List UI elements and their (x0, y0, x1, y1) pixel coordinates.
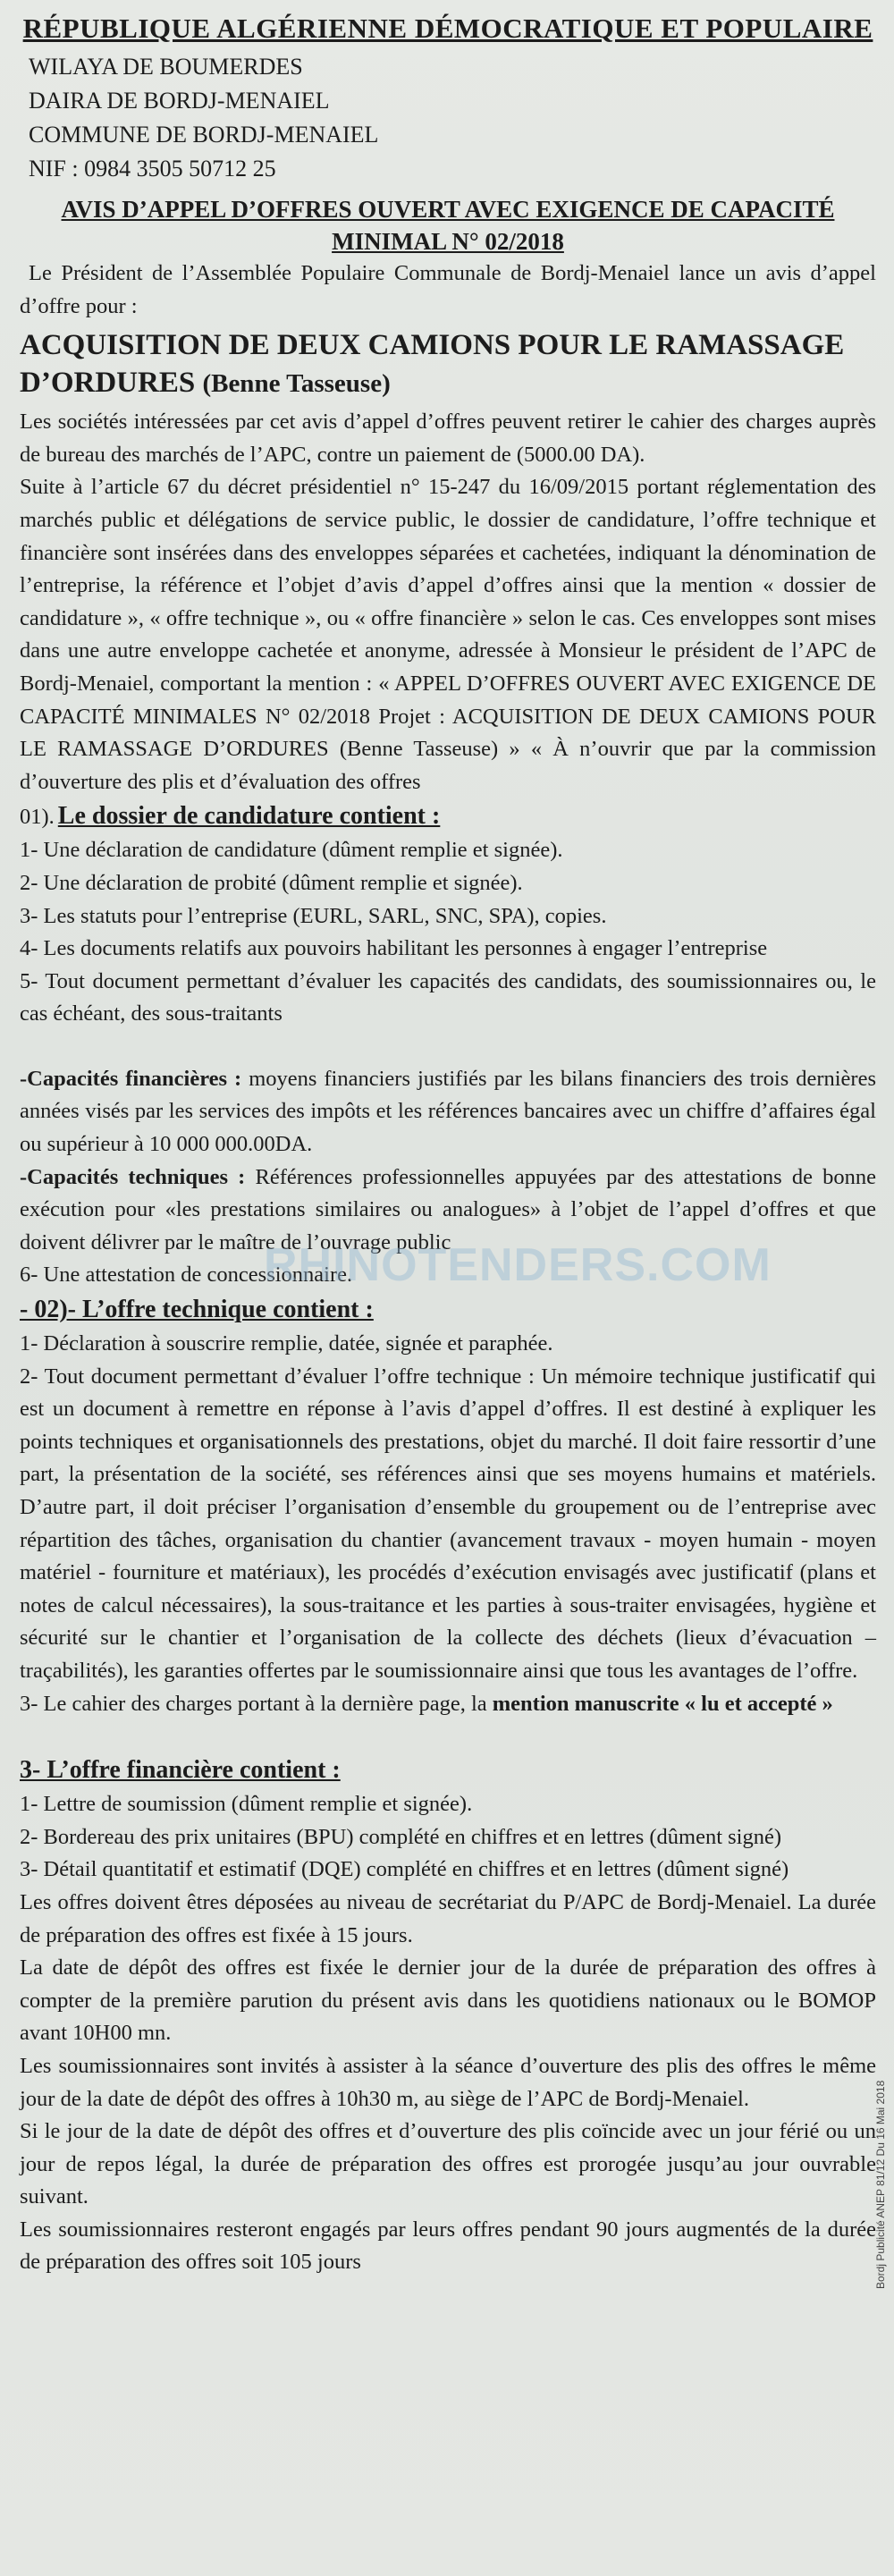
section2-title: - 02)- L’offre technique contient : (20, 1296, 374, 1324)
closing-paragraph-4: Si le jour de la date de dépôt des offres et d’ouverture des plis coïncide avec un jour férié ou un jour de repos légal, la durée de préparation des offres est prorogée jusqu’au jour ouvrable suivant. (20, 2119, 876, 2209)
section2-heading (20, 1292, 876, 1328)
republic-heading: RÉPUBLIQUE ALGÉRIENNE DÉMOCRATIQUE ET POPULAIRE (22, 13, 873, 44)
avis-title-line2: MINIMAL N° 02/2018 (332, 228, 564, 255)
section2-item-3-text: 3- Le cahier des charges portant à la dernière page, la (20, 1691, 493, 1716)
section3-item-2: 2- Bordereau des prix unitaires (BPU) complété en chiffres et en lettres (dûment signé) (20, 1824, 782, 1849)
nif-line: NIF : 0984 3505 50712 25 (29, 156, 276, 182)
acquisition-subtitle: (Benne Tasseuse) (202, 369, 391, 399)
section2-item-3 (20, 1688, 876, 1721)
section1-heading (20, 798, 876, 834)
intro-paragraph: Le Président de l’Assemblée Populaire Communale de Bordj-Menaiel lance un avis d’appel d’offre pour : (20, 261, 876, 318)
section3-title: 3- L’offre financière contient : (20, 1756, 341, 1785)
section1-item-3: 3- Les statuts pour l’entreprise (EURL, SARL, SNC, SPA), copies. (20, 903, 607, 928)
capacites-financieres (20, 1063, 876, 1161)
section1-item-4: 4- Les documents relatifs aux pouvoirs habilitant les personnes à engager l’entreprise (20, 936, 768, 961)
avis-title (20, 193, 876, 258)
section1-item-1: 1- Une déclaration de candidature (dûment remplie et signée). (20, 838, 563, 863)
closing-paragraph-2: La date de dépôt des offres est fixée le dernier jour de la durée de préparation des offres à compter de la première parution du présent avis dans les quotidiens nationaux ou le BOMOP avant 10H00 mn. (20, 1955, 876, 2046)
closing-paragraph-5: Les soumissionnaires resteront engagés par leurs offres pendant 90 jours augmentés de la durée de préparation des offres soit 105 jours (20, 2217, 876, 2275)
section3-item-3: 3- Détail quantitatif et estimatif (DQE) complété en chiffres et en lettres (dûment signé) (20, 1857, 789, 1882)
suite-paragraph: Suite à l’article 67 du décret présidentiel n° 15-247 du 16/09/2015 portant réglementation des marchés public et délégations de service public, le dossier de candidature, l’offre technique et financière sont insérées dans des enveloppes séparées et cachetées, indiquant la dénomination de l’entreprise, la référence et l’objet d’avis d’appel d’offres ainsi que la mention « dossier de candidature », « offre technique », ou « offre financière » selon le cas. Ces enveloppes sont mises dans une autre enveloppe cachetée et anonyme, adressée à Monsieur le président de l’APC de Bordj-Menaiel, comportant la mention : « APPEL D’OFFRES OUVERT AVEC EXIGENCE DE CAPACITÉ MINIMALES N° 02/2018 Projet : ACQUISITION DE DEUX CAMIONS POUR LE RAMASSAGE D’ORDURES (Benne Tasseuse) » « À n’ouvrir que par la commission d’ouverture des plis et d’évaluation des offres (20, 475, 876, 794)
retrait-paragraph: Les sociétés intéressées par cet avis d’appel d’offres peuvent retirer le cahier des charges auprès de bureau des marchés de l’APC, contre un paiement de (5000.00 DA). (20, 410, 876, 467)
avis-title-line1: AVIS D’APPEL D’OFFRES OUVERT AVEC EXIGENCE DE CAPACITÉ (61, 196, 835, 223)
acquisition-main: ACQUISITION DE DEUX CAMIONS POUR LE RAMASSAGE D’ORDURES (20, 329, 845, 400)
acquisition-title (20, 326, 876, 402)
section1-item-2: 2- Une déclaration de probité (dûment remplie et signée). (20, 870, 523, 895)
closing-paragraph-3: Les soumissionnaires sont invités à assister à la séance d’ouverture des plis des offres le même jour de la date de dépôt des offres à 10h30 m, au siège de l’APC de Bordj-Menaiel. (20, 2053, 876, 2111)
section1-item-6: 6- Une attestation de concessionnaire. (20, 1263, 353, 1288)
section2-item-1: 1- Déclaration à souscrire remplie, datée, signée et paraphée. (20, 1331, 553, 1356)
section1-item-5: 5- Tout document permettant d’évaluer les capacités des candidats, des soumissionnaires ou, le cas échéant, des sous-traitants (20, 968, 876, 1026)
cap-tech-label: -Capacités techniques : (20, 1164, 246, 1189)
watermark-text: RHINOTENDERS.COM (264, 1239, 772, 1291)
daira-line: DAIRA DE BORDJ-MENAIEL (29, 88, 330, 114)
section2-item-3-bold: mention manuscrite « lu et accepté » (492, 1691, 833, 1716)
section2-item-2: 2- Tout document permettant d’évaluer l’offre technique : Un mémoire technique justificatif qui est un document à remettre en réponse à l’avis d’appel d’offres. Il est destiné à expliquer les points techniques et organisationnels des prestations, objet du marché. Il doit faire ressortir d’une part, la présentation de la société, ses références ainsi que ses moyens humains et matériels. D’autre part, il doit préciser l’organisation d’ensemble du groupement ou de l’entreprise avec répartition des tâches, organisation du chantier (avancement travaux - moyen humain - moyen matériel - fourniture et matériaux), les procédés d’exécution envisagés avec justificatif (plans et notes de calcul nécessaires), la sous-traitance et les parties à sous-traiter envisagées, hygiène et sécurité sur le chantier et l’organisation de la collecte des déchets (lieux d’évacuation – traçabilités), les garanties offertes par le soumissionnaire ainsi que tous les avantages de l’offre. (20, 1364, 876, 1683)
side-publication-note: Bordj Publicité ANEP 81/12 Du 16 Mai 2018 (874, 2080, 887, 2289)
cap-fin-text: moyens financiers justifiés par les bilans financiers des trois dernières années visés par les services des impôts et les références bancaires avec un chiffre d’affaires égal ou supérieur à 10 000 000.00DA. (20, 1066, 877, 1157)
cap-tech-text: Références professionnelles appuyées par des attestations de bonne exécution pour «les prestations similaires ou analogues» à l’objet de l’appel d’offres et que doivent délivrer par le maître de l’ouvrage public (20, 1164, 876, 1254)
section3-item-1: 1- Lettre de soumission (dûment remplie et signée). (20, 1792, 473, 1817)
capacites-techniques (20, 1161, 876, 1260)
section3-heading (20, 1753, 876, 1788)
notice-column (20, 13, 876, 2279)
section1-title: Le dossier de candidature contient : (57, 802, 441, 831)
section1-prefix: 01). (20, 805, 55, 830)
commune-line: COMMUNE DE BORDJ-MENAIEL (29, 122, 379, 148)
closing-paragraph-1: Les offres doivent êtres déposées au niveau de secrétariat du P/APC de Bordj-Menaiel. La durée de préparation des offres est fixée à 15 jours. (20, 1889, 876, 1947)
cap-fin-label: -Capacités financières : (20, 1066, 242, 1091)
wilaya-line: WILAYA DE BOUMERDES (29, 54, 303, 80)
